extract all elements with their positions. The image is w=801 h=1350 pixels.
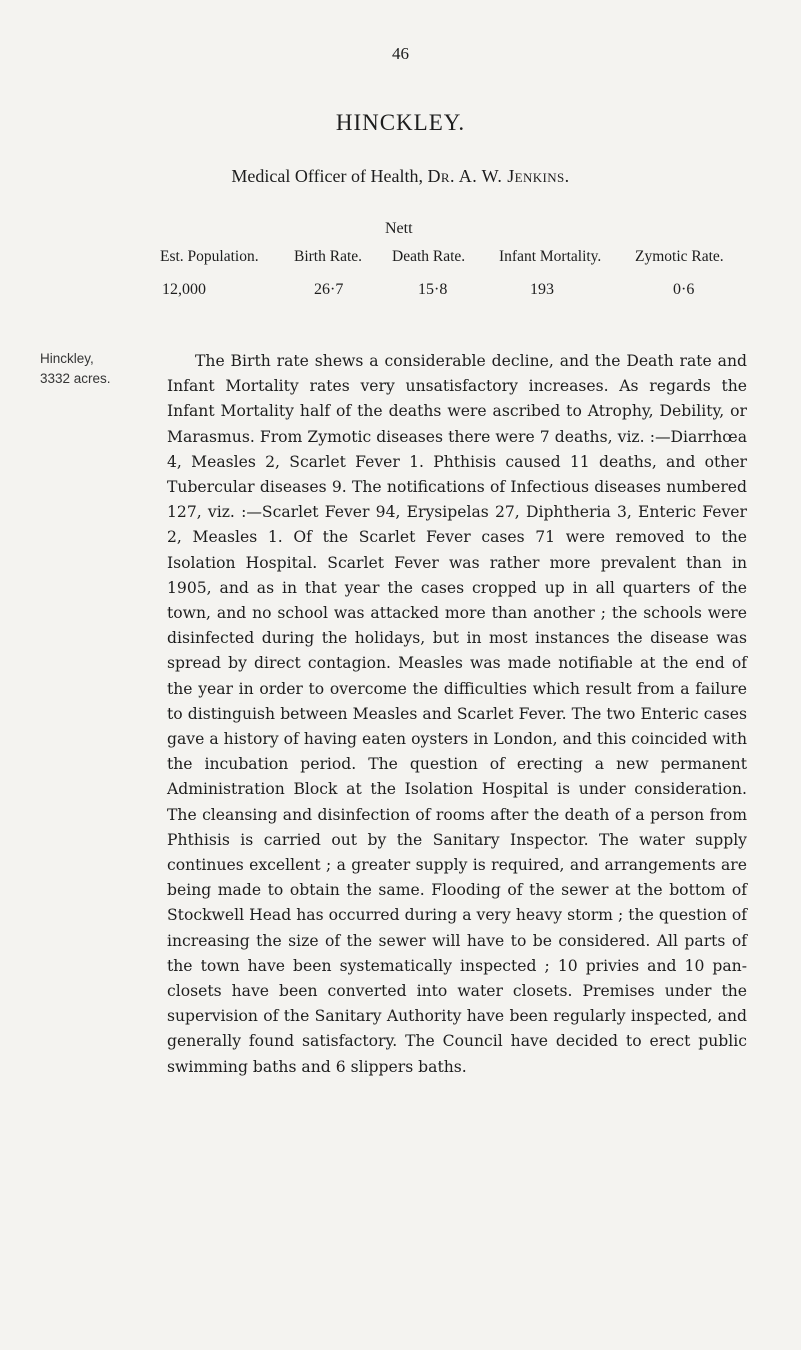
page-title: HINCKLEY. bbox=[335, 110, 466, 135]
margin-note bbox=[40, 349, 111, 389]
nett-label: Nett bbox=[385, 220, 413, 237]
medical-officer-label: Medical Officer of Health, bbox=[231, 166, 428, 186]
value-infant-mortality: 193 bbox=[530, 281, 554, 298]
report-paragraph: The Birth rate shews a considerable decline, and the Death rate and Infant Mortality rates very unsatisfactory increases. As regards the Infant Mortality half of the deaths were ascribed to Atrophy, Debility, or Marasmus. From Zymotic diseases there were 7 deaths, viz. :—Diarrhœa 4, Measles 2, Scarlet Fever 1. Phthisis caused 11 deaths, and other Tubercular diseases 9. The notifications of Infectious diseases numbered 127, viz. :—Scarlet Fever 94, Erysipelas 27, Diphtheria 3, Enteric Fever 2, Measles 1. Of the Scarlet Fever cases 71 were removed to the Isolation Hospital. Scarlet Fever was rather more prevalent than in 1905, and as in that year the cases cropped up in all quarters of the town, and no school was attacked more than another ; the schools were disinfected during the holidays, but in most instances the disease was spread by direct contagion. Measles was made notifiable at the end of the year in order to overcome the difficulties which result from a failure to distinguish between Measles and Scarlet Fever. The two Enteric cases gave a history of having eaten oysters in London, and this coincided with the incubation period. The question of erecting a new permanent Administration Block at the Isolation Hospital is under consideration. The cleansing and disinfection of rooms after the death of a person from Phthisis is carried out by the Sanitary Inspector. The water supply continues excellent ; a greater supply is required, and arrangements are being made to obtain the same. Flooding of the sewer at the bottom of Stockwell Head has occurred during a very heavy storm ; the question of increasing the size of the sewer will have to be considered. All parts of the town have been systematically inspected ; 10 privies and 10 pan-closets have been converted into water closets. Premises under the supervision of the Sanitary Authority have been regularly inspected, and generally found satisfactory. The Council have decided to erect public swimming baths and 6 slippers baths. bbox=[167, 352, 747, 1076]
value-birth-rate: 26·7 bbox=[314, 281, 344, 298]
header-birth-rate: Birth Rate. bbox=[294, 248, 363, 265]
page-number: 46 bbox=[392, 44, 409, 63]
header-death-rate: Death Rate. bbox=[392, 248, 466, 265]
value-population: 12,000 bbox=[162, 281, 206, 298]
medical-officer-line bbox=[0, 164, 801, 188]
header-population: Est. Population. bbox=[160, 248, 259, 265]
header-zymotic-rate: Zymotic Rate. bbox=[635, 248, 724, 265]
value-zymotic-rate: 0·6 bbox=[673, 281, 695, 298]
value-death-rate: 15·8 bbox=[418, 281, 448, 298]
margin-note-area: 3332 acres. bbox=[40, 371, 111, 386]
medical-officer-name: Dr. A. W. Jenkins. bbox=[427, 166, 570, 186]
header-infant-mortality: Infant Mortality. bbox=[499, 248, 602, 265]
margin-note-place: Hinckley, bbox=[40, 351, 94, 366]
